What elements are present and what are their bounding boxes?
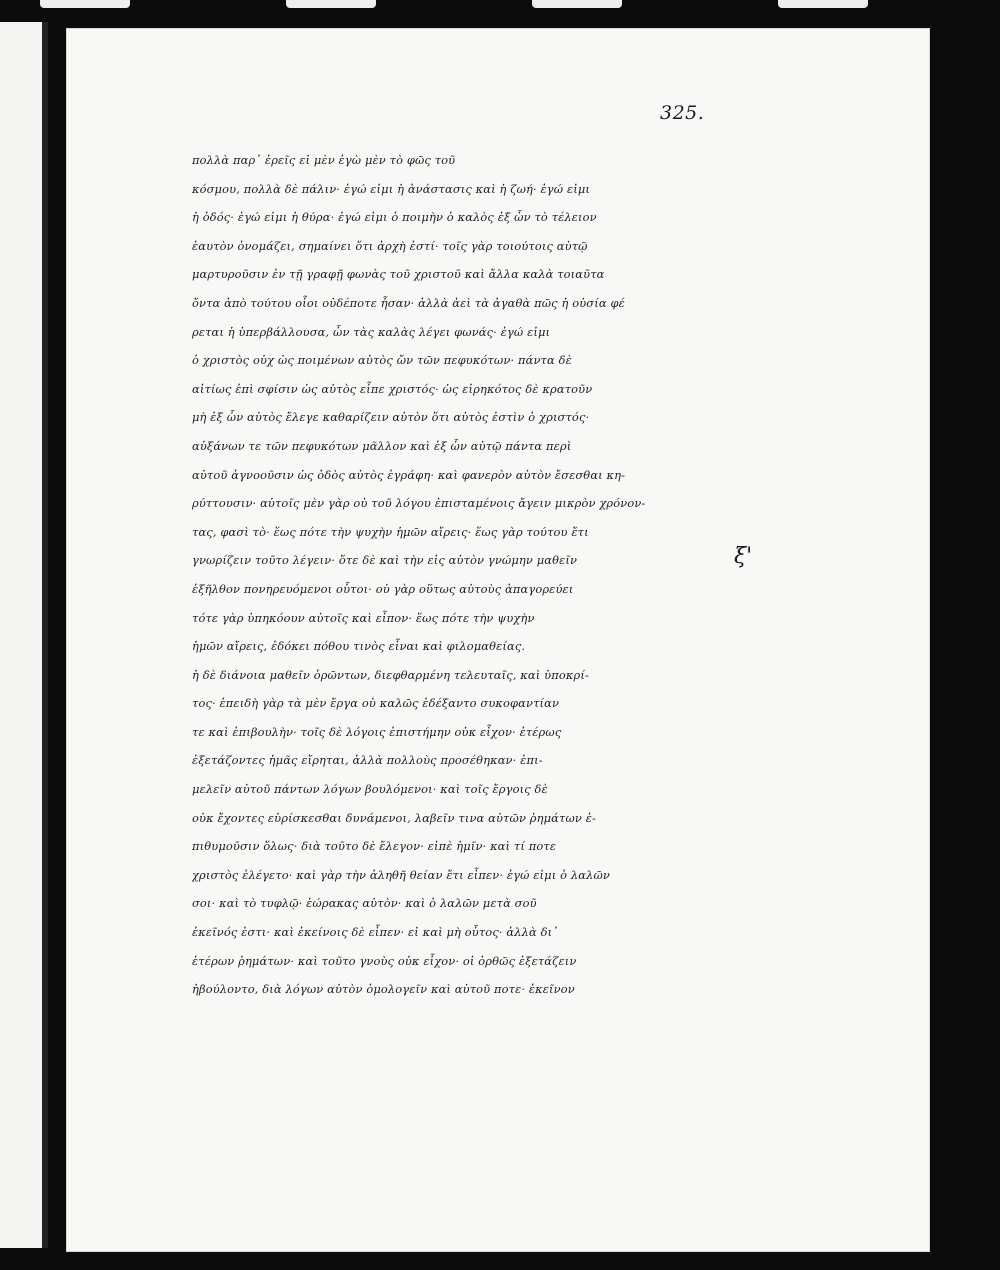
text-line: γνωρίζειν τοῦτο λέγειν· ὅτε δὲ καὶ τὴν εἰς αὐτὸν γνώμην μαθεῖν: [192, 553, 578, 568]
text-line: τος· ἐπειδὴ γὰρ τὰ μὲν ἔργα οὐ καλῶς ἐδέξαντο συκοφαντίαν: [192, 696, 560, 711]
text-line: τε καὶ ἐπιβουλὴν· τοῖς δὲ λόγοις ἐπιστήμην οὐκ εἶχον· ἑτέρως: [192, 724, 562, 739]
text-line: πιθυμοῦσιν ὅλως· διὰ τοῦτο δὲ ἔλεγον· εἰπὲ ἡμῖν· καὶ τί ποτε: [192, 839, 557, 854]
folio-number: 325.: [660, 102, 705, 124]
text-line: αὐξάνων τε τῶν πεφυκότων μᾶλλον καὶ ἐξ ὧν αὐτῷ πάντα περὶ: [192, 438, 572, 453]
margin-note: ξ': [734, 544, 753, 569]
film-perforation: [40, 0, 130, 8]
text-line: ἡ δὲ διάνοια μαθεῖν ὁρῶντων, διεφθαρμένη τελευταῖς, καὶ ὑποκρί-: [192, 667, 589, 682]
film-perforation: [778, 0, 868, 8]
text-line: ἑαυτὸν ὀνομάζει, σημαίνει ὅτι ἀρχὴ ἐστί· τοῖς γὰρ τοιούτοις αὐτῷ: [192, 238, 588, 253]
text-line: ἡ ὁδός· ἐγώ εἰμι ἡ θύρα· ἐγώ εἰμι ὁ ποιμὴν ὁ καλὸς ἐξ ὧν τὸ τέλειον: [192, 210, 597, 225]
manuscript-page: [66, 28, 930, 1252]
text-line: ρύττουσιν· αὐτοῖς μὲν γὰρ οὐ τοῦ λόγου ἐπισταμένοις ἄγειν μικρὸν χρόνον-: [192, 496, 646, 511]
text-line: τότε γὰρ ὑπηκόουν αὐτοῖς καὶ εἶπον· ἕως πότε τὴν ψυχὴν: [192, 610, 535, 625]
text-line: χριστὸς ἐλέγετο· καὶ γὰρ τὴν ἀληθῆ θείαν ἔτι εἶπεν· ἐγώ εἰμι ὁ λαλῶν: [192, 867, 610, 882]
text-line: ἡμῶν αἴρεις, ἐδόκει πόθου τινὸς εἶναι καὶ φιλομαθείας.: [192, 639, 526, 654]
film-perforation: [532, 0, 622, 8]
text-line: μὴ ἐξ ὧν αὐτὸς ἔλεγε καθαρίζειν αὐτὸν ὅτι αὐτὸς ἐστὶν ὁ χριστός·: [192, 410, 590, 425]
text-line: ἐξετάζοντες ἡμᾶς εἴρηται, ἀλλὰ πολλοὺς προσέθηκαν· ἐπι-: [192, 753, 543, 768]
text-line: τας, φασὶ τὸ· ἕως πότε τὴν ψυχὴν ἡμῶν αἴρεις· ἕως γὰρ τούτου ἔτι: [192, 524, 589, 539]
text-line: ἐκεῖνός ἐστι· καὶ ἐκείνοις δὲ εἶπεν· εἰ καὶ μὴ οὗτος· ἀλλὰ δι᾽: [192, 925, 559, 940]
text-line: μελεῖν αὐτοῦ πάντων λόγων βουλόμενοι· καὶ τοῖς ἔργοις δὲ: [192, 782, 548, 797]
text-line: μαρτυροῦσιν ἐν τῇ γραφῇ φωνὰς τοῦ χριστοῦ καὶ ἄλλα καλὰ τοιαῦτα: [192, 267, 605, 282]
text-line: πολλὰ παρ᾽ ἐρεῖς εἰ μὲν ἐγὼ μὲν τὸ φῶς τοῦ: [192, 153, 456, 167]
text-line: ἠβούλοντο, διὰ λόγων αὐτὸν ὁμολογεῖν καὶ αὐτοῦ ποτε· ἐκεῖνον: [192, 982, 575, 997]
text-line: κόσμου, πολλὰ δὲ πάλιν· ἐγώ εἰμι ἡ ἀνάστασις καὶ ἡ ζωή· ἐγώ εἰμι: [192, 181, 591, 196]
text-line: οὐκ ἔχοντες εὑρίσκεσθαι δυνάμενοι, λαβεῖν τινα αὐτῶν ῥημάτων ἐ-: [192, 810, 596, 825]
text-line: σοι· καὶ τὸ τυφλῷ· ἑώρακας αὐτὸν· καὶ ὁ λαλῶν μετὰ σοῦ: [192, 896, 537, 911]
text-line: αὐτοῦ ἀγνοοῦσιν ὡς ὁδὸς αὐτὸς ἐγράφη· καὶ φανερὸν αὐτὸν ἔσεσθαι κη-: [192, 467, 626, 482]
text-line: ἐξῆλθον πονηρευόμενοι οὗτοι· οὐ γὰρ οὕτως αὐτοὺς ἀπαγορεύει: [192, 581, 574, 596]
text-line: ρεται ἡ ὑπερβάλλουσα, ὧν τὰς καλὰς λέγει φωνάς· ἐγώ εἰμι: [192, 324, 551, 339]
film-perforation: [286, 0, 376, 8]
text-line: ὄντα ἀπὸ τούτου οἷοι οὐδέποτε ἦσαν· ἀλλὰ ἀεὶ τὰ ἀγαθὰ πῶς ἡ οὐσία φέ: [192, 295, 625, 310]
manuscript-text: [192, 146, 692, 1004]
text-line: ἑτέρων ῥημάτων· καὶ τοῦτο γνοὺς οὐκ εἶχον· οἱ ὀρθῶς ἐξετάζειν: [192, 953, 577, 968]
text-line: ὁ χριστὸς οὐχ ὡς ποιμένων αὐτὸς ὤν τῶν πεφυκότων· πάντα δὲ: [192, 353, 572, 368]
page-gutter: [42, 22, 48, 1248]
text-line: αἰτίως ἐπὶ σφίσιν ὡς αὐτὸς εἶπε χριστός· ὡς εἰρηκότος δὲ κρατοῦν: [192, 381, 593, 396]
previous-page-edge: [0, 22, 46, 1248]
